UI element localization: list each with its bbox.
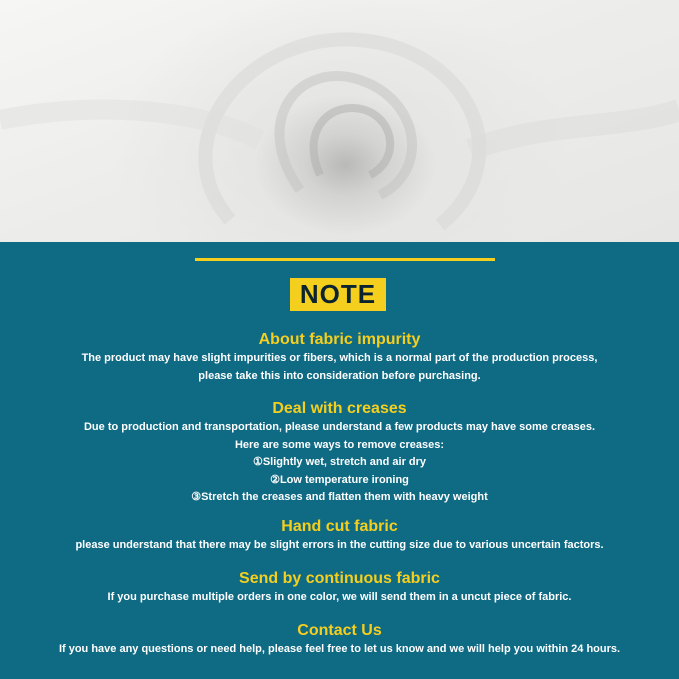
section-heading: Send by continuous fabric [239,570,440,587]
section-text: If you have any questions or need help, please feel free to let us know and we will help you within 24 hours. [58,643,621,655]
section-heading: About fabric impurity [258,331,421,348]
section-continuous-fabric [0,569,679,607]
section-creases [0,399,679,507]
divider-line [195,258,495,261]
note-panel [0,242,679,679]
section-text: Due to production and transportation, please understand a few products may have some creases. [83,421,595,433]
fabric-photo [0,0,679,242]
note-title: NOTE [299,279,377,309]
section-heading: Deal with creases [272,400,407,417]
section-text: please understand that there may be slight errors in the cutting size due to various uncertain factors. [75,539,604,551]
section-contact [0,621,679,659]
fabric-swirl-image [0,0,679,242]
note-badge [290,278,386,311]
section-text: please take this into consideration before purchasing. [198,369,481,382]
section-text: Here are some ways to remove creases: [234,438,445,451]
section-text: ③Stretch the creases and flatten them with heavy weight [191,491,488,503]
section-fabric-impurity [0,330,679,385]
section-text: If you purchase multiple orders in one color, we will send them in a uncut piece of fabric. [107,591,572,603]
section-heading: Contact Us [297,622,382,639]
section-text: ①Slightly wet, stretch and air dry [252,456,427,468]
section-text: The product may have slight impurities or fibers, which is a normal part of the production process, [81,352,598,364]
section-hand-cut [0,517,679,555]
section-heading: Hand cut fabric [281,518,398,535]
section-text: ②Low temperature ironing [270,473,409,486]
